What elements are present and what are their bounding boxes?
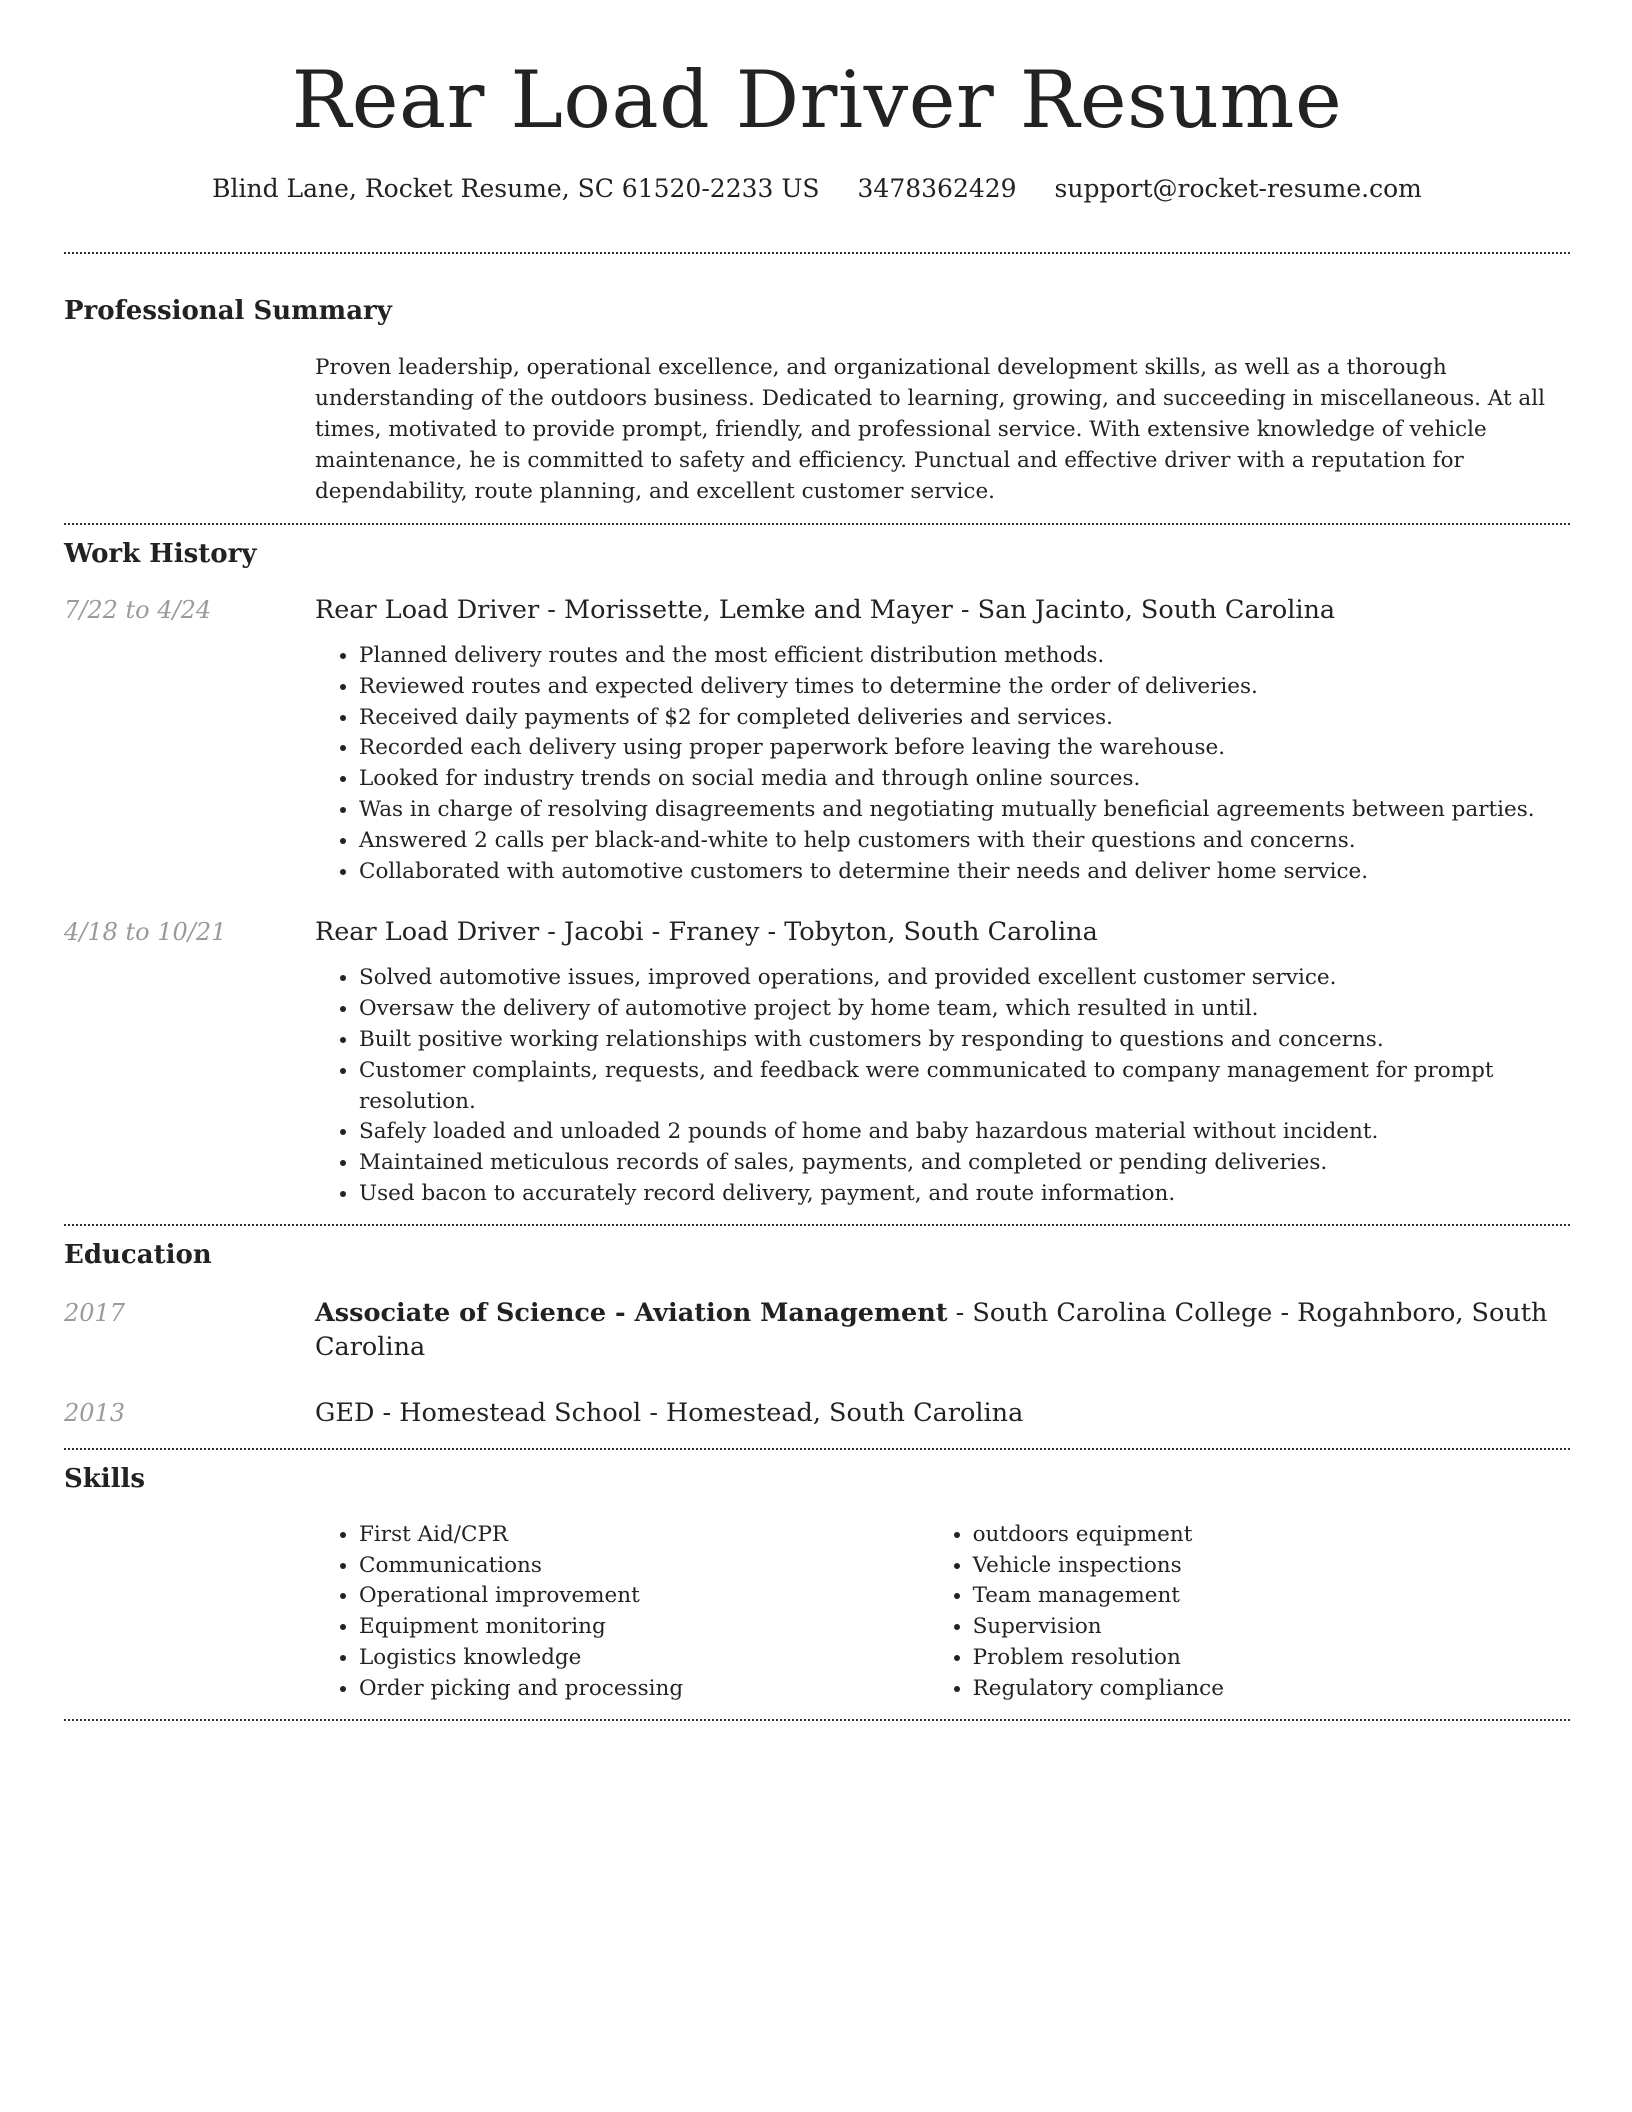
job-bullet: • Answered 2 calls per black-and-white to help customers with their questions and concerns. — [359, 826, 1570, 857]
job-entry — [64, 915, 1570, 1223]
education-degree: Associate of Science - Aviation Management — [315, 1297, 948, 1328]
skills-section — [64, 1450, 1570, 1719]
summary-text: Proven leadership, operational excellence, and organizational development skills, as well as a thorough understanding of the outdoors business. Dedicated to learning, growing, and succeeding in miscellaneous. At all times, motivated to provide prompt, friendly, and professional service. With extensive knowledge of vehicle maintenance, he is committed to safety and efficiency. Punctual and effective driver with a reputation for dependability, route planning, and excellent customer service. — [315, 355, 1545, 504]
job-dates: 4/18 to 10/21 — [64, 918, 227, 947]
job-bullet: • Looked for industry trends on social media and through online sources. — [359, 764, 1570, 795]
job-bullet: • Received daily payments of $2 for completed deliveries and services. — [359, 703, 1570, 734]
skill-item: • Equipment monitoring — [359, 1612, 927, 1643]
job-bullet: • Safely loaded and unloaded 2 pounds of home and baby hazardous material without incident. — [359, 1117, 1570, 1148]
job-heading: Rear Load Driver - Jacobi - Franey - Tobyton, South Carolina — [315, 917, 1098, 948]
skills-heading: Skills — [64, 1463, 146, 1494]
skill-item: • Problem resolution — [973, 1643, 1570, 1674]
summary-heading: Professional Summary — [64, 296, 392, 326]
education-detail — [315, 1396, 1023, 1430]
job-bullet: • Solved automotive issues, improved operations, and provided excellent customer service. — [359, 963, 1570, 994]
job-bullets — [315, 641, 1570, 887]
skill-item: • Operational improvement — [359, 1581, 927, 1612]
job-bullet: • Used bacon to accurately record delivery, payment, and route information. — [359, 1179, 1570, 1210]
education-section — [64, 1226, 1570, 1448]
resume-page — [64, 0, 1570, 1721]
job-heading: Rear Load Driver - Morissette, Lemke and Mayer - San Jacinto, South Carolina — [315, 595, 1336, 625]
skills-list-right — [927, 1520, 1570, 1705]
job-bullet: • Built positive working relationships with customers by responding to questions and concerns. — [359, 1025, 1570, 1056]
skill-item: • Logistics knowledge — [359, 1643, 927, 1674]
education-year: 2013 — [64, 1398, 126, 1427]
work-history-heading: Work History — [64, 539, 257, 569]
section-divider — [64, 252, 1570, 254]
job-bullet: • Reviewed routes and expected delivery times to determine the order of deliveries. — [359, 672, 1570, 703]
skill-item: • Order picking and processing — [359, 1674, 927, 1705]
job-dates: 7/22 to 4/24 — [64, 596, 212, 624]
skill-item: • First Aid/CPR — [359, 1520, 927, 1551]
summary-section — [64, 294, 1570, 523]
skill-item: • Communications — [359, 1551, 927, 1582]
skill-item: • outdoors equipment — [973, 1520, 1570, 1551]
contact-line — [64, 172, 1570, 206]
section-divider — [64, 1719, 1570, 1721]
job-bullet: • Was in charge of resolving disagreements and negotiating mutually beneficial agreements between parties. — [359, 795, 1570, 826]
contact-address: Blind Lane, Rocket Resume, SC 61520-2233 US — [212, 174, 820, 203]
job-entry — [64, 593, 1570, 887]
education-school: GED - Homestead School - Homestead, South Carolina — [315, 1397, 1024, 1428]
skill-item: • Supervision — [973, 1612, 1570, 1643]
contact-phone: 3478362429 — [857, 174, 1017, 203]
job-bullet: • Collaborated with automotive customers to determine their needs and deliver home service. — [359, 857, 1570, 888]
job-bullet: • Maintained meticulous records of sales, payments, and completed or pending deliveries. — [359, 1148, 1570, 1179]
education-entry — [64, 1396, 1570, 1430]
job-bullets — [315, 963, 1570, 1209]
skills-columns — [315, 1520, 1570, 1719]
education-heading: Education — [64, 1239, 212, 1270]
skill-item: • Regulatory compliance — [973, 1674, 1570, 1705]
job-bullet: • Recorded each delivery using proper paperwork before leaving the warehouse. — [359, 733, 1570, 764]
contact-email: support@rocket-resume.com — [1054, 174, 1422, 203]
job-bullet: • Customer complaints, requests, and feedback were communicated to company management for prompt resolution. — [359, 1056, 1570, 1118]
work-history-section — [64, 525, 1570, 1224]
skills-list-left — [315, 1520, 927, 1705]
skill-item: • Team management — [973, 1581, 1570, 1612]
education-year: 2017 — [64, 1298, 126, 1327]
skill-item: • Vehicle inspections — [973, 1551, 1570, 1582]
job-bullet: • Oversaw the delivery of automotive project by home team, which resulted in until. — [359, 994, 1570, 1025]
resume-title: Rear Load Driver Resume — [291, 54, 1343, 146]
job-bullet: • Planned delivery routes and the most efficient distribution methods. — [359, 641, 1570, 672]
education-detail — [315, 1296, 1570, 1364]
education-entry — [64, 1296, 1570, 1364]
education-school: - South Carolina College - Rogahnboro, South Carolina — [315, 1297, 1548, 1362]
